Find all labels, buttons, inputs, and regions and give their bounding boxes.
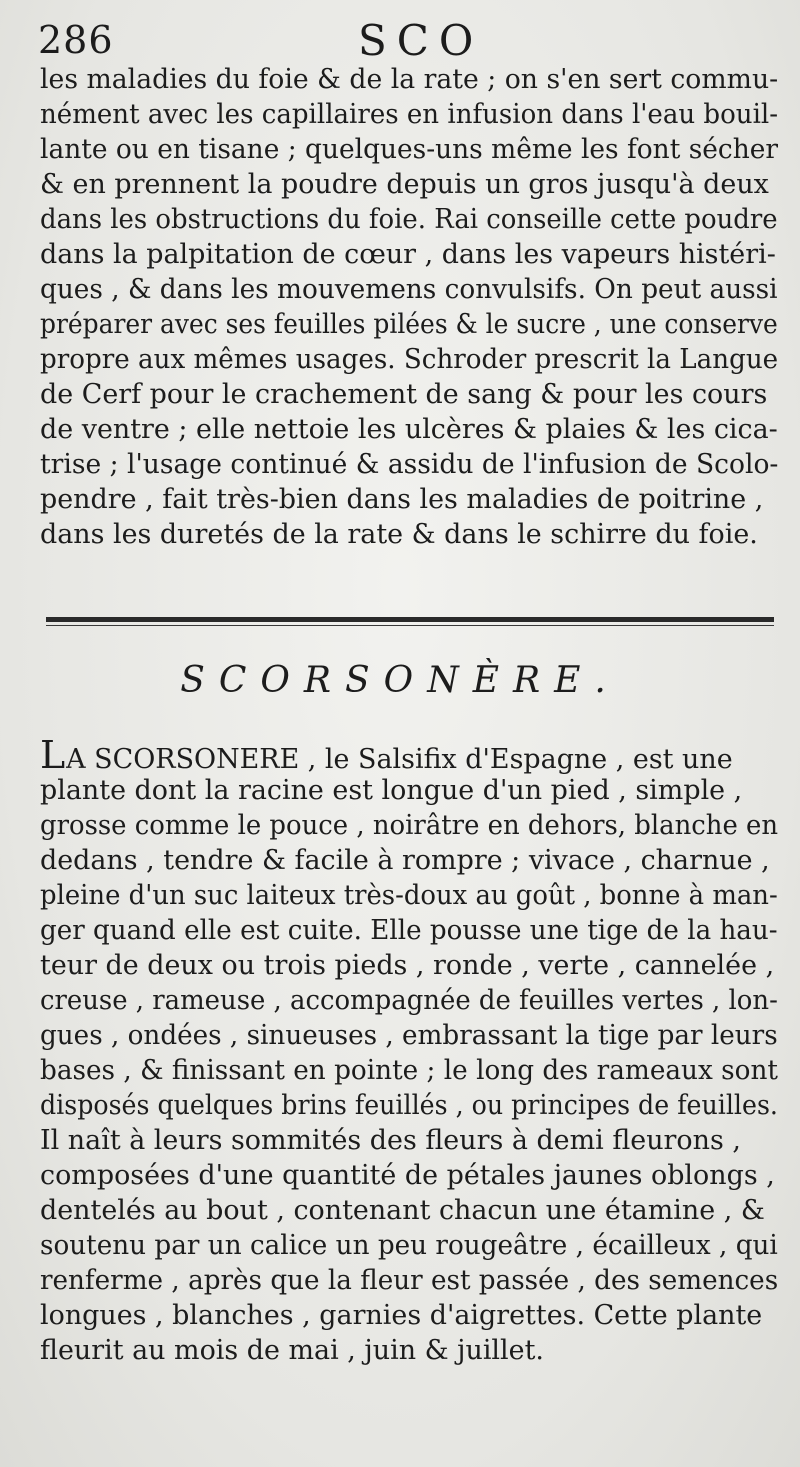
text-line: dentelés au bout , contenant chacun une étamine , &: [40, 1195, 765, 1226]
text-line: composées d'une quantité de pétales jaunes oblongs ,: [40, 1160, 775, 1191]
text-line: plante dont la racine est longue d'un pied , simple ,: [40, 775, 743, 806]
text-line: dedans , tendre & facile à rompre ; vivace , charnue ,: [40, 845, 770, 876]
text-line: dans les obstructions du foie. Rai conseille cette poudre: [40, 204, 778, 235]
text-line: nément avec les capillaires en infusion dans l'eau bouil-: [40, 99, 779, 130]
text-line: pendre , fait très-bien dans les maladies de poitrine ,: [40, 484, 764, 515]
text-line: fleurit au mois de mai , juin & juillet.: [40, 1335, 544, 1366]
text-line: préparer avec ses feuilles pilées & le sucre , une conserve: [40, 309, 778, 340]
section-divider-thick: [46, 617, 774, 622]
first-line-rest: , le Salsifix d'Espagne , est une: [299, 744, 733, 775]
text-line: dans les duretés de la rate & dans le schirre du foie.: [40, 519, 758, 550]
running-head: SCO: [358, 16, 484, 65]
text-line: trise ; l'usage continué & assidu de l'infusion de Scolo-: [40, 449, 779, 480]
small-caps-word: A SCORSONERE: [66, 744, 300, 775]
paragraph-scorsonere: [40, 733, 780, 1368]
text-line: Il naît à leurs sommités des fleurs à demi fleurons ,: [40, 1125, 741, 1156]
text-line: disposés quelques brins feuillés , ou principes de feuilles.: [40, 1090, 778, 1121]
text-line: de Cerf pour le crachement de sang & pour les cours: [40, 379, 768, 410]
text-line: longues , blanches , garnies d'aigrettes. Cette plante: [40, 1300, 763, 1331]
text-line: pleine d'un suc laiteux très-doux au goût , bonne à man-: [40, 880, 778, 911]
drop-cap: L: [40, 733, 67, 777]
text-line: dans la palpitation de cœur , dans les vapeurs histéri-: [40, 239, 776, 270]
section-divider-thin: [46, 625, 774, 626]
text-line: lante ou en tisane ; quelques-uns même les font sécher: [40, 134, 779, 165]
text-line: de ventre ; elle nettoie les ulcères & plaies & les cica-: [40, 414, 778, 445]
text-line: grosse comme le pouce , noirâtre en dehors, blanche en: [40, 810, 779, 841]
section-title: SCORSONÈRE.: [180, 660, 620, 701]
text-line-first: [40, 733, 778, 777]
text-line: les maladies du foie & de la rate ; on s'en sert commu-: [40, 64, 779, 95]
text-line: ger quand elle est cuite. Elle pousse une tige de la hau-: [40, 915, 778, 946]
page-header: [38, 14, 778, 64]
text-line: creuse , rameuse , accompagnée de feuilles vertes , lon-: [40, 985, 778, 1016]
text-line: propre aux mêmes usages. Schroder prescrit la Langue: [40, 344, 779, 375]
text-line: soutenu par un calice un peu rougeâtre , écailleux , qui: [40, 1230, 778, 1261]
text-line: gues , ondées , sinueuses , embrassant la tige par leurs: [40, 1020, 778, 1051]
text-line: renferme , après que la fleur est passée , des semences: [40, 1265, 779, 1296]
page-number: 286: [38, 18, 114, 62]
text-line: bases , & finissant en pointe ; le long des rameaux sont: [40, 1055, 778, 1086]
paragraph-langue-de-cerf: [40, 62, 780, 552]
text-line: ques , & dans les mouvemens convulsifs. On peut aussi: [40, 274, 778, 305]
text-line: & en prennent la poudre depuis un gros jusqu'à deux: [40, 169, 769, 200]
text-line: teur de deux ou trois pieds , ronde , verte , cannelée ,: [40, 950, 775, 981]
